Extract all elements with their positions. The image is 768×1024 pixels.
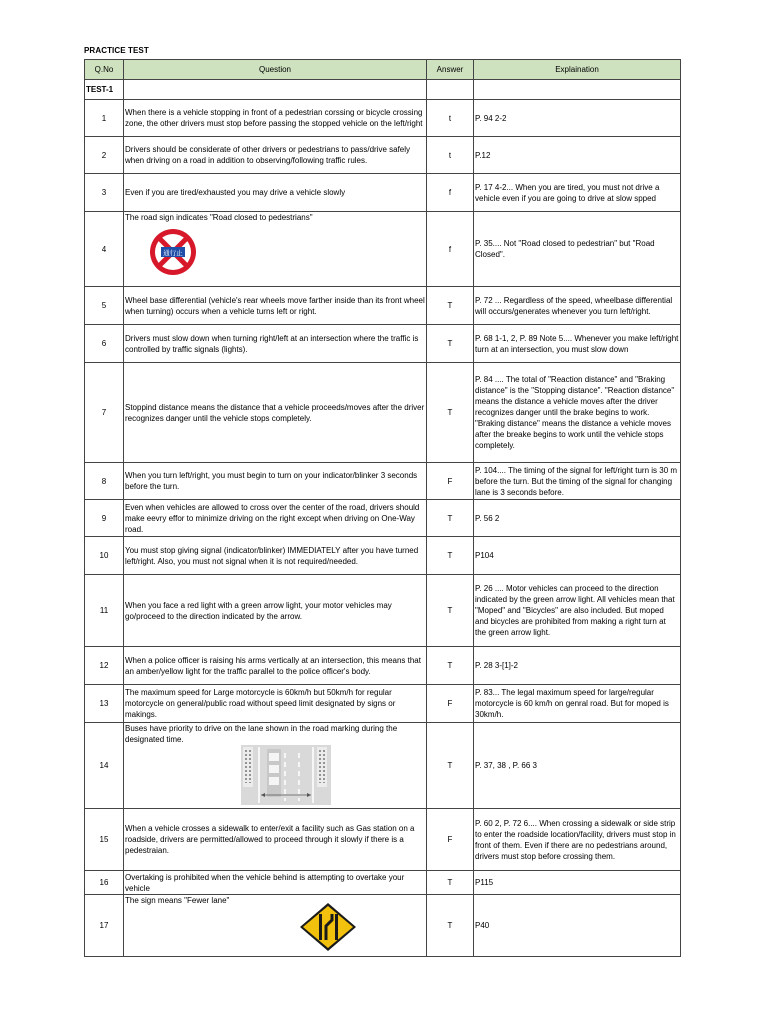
- question-cell: When a police officer is raising his arms vertically at an intersection, this means that an amber/yellow light for the traffic parallel to the police officer's body.: [124, 647, 427, 685]
- header-qno: Q.No: [85, 60, 124, 80]
- header-question: Question: [124, 60, 427, 80]
- answer-cell: F: [427, 463, 474, 500]
- explanation-cell: P. 26 .... Motor vehicles can proceed to the direction indicated by the green arrow light. All vehicles mean that "Moped" and "Bicycles" are also included. But moped and bicycles are prohibited from making a right turn at the green arrow light.: [474, 575, 681, 647]
- explanation-cell: P.12: [474, 137, 681, 174]
- table-row: [85, 212, 681, 287]
- answer-cell: f: [427, 174, 474, 212]
- question-cell: Stoppind distance means the distance that a vehicle proceeds/moves after the driver recognizes danger until the vehicle stops completely.: [124, 363, 427, 463]
- answer-cell: t: [427, 100, 474, 137]
- explanation-cell: P104: [474, 537, 681, 575]
- qno-cell: 8: [85, 463, 124, 500]
- answer-cell: T: [427, 723, 474, 809]
- table-row: [85, 575, 681, 647]
- question-cell: Overtaking is prohibited when the vehicle behind is attempting to overtake your vehicle: [124, 871, 427, 895]
- table-row: [85, 809, 681, 871]
- bus-lane-marking-icon: [241, 745, 331, 805]
- question-text: The road sign indicates "Road closed to pedestrians": [125, 213, 313, 222]
- table-row: [85, 325, 681, 363]
- question-cell: When you face a red light with a green arrow light, your motor vehicles may go/proceed to the direction indicated by the arrow.: [124, 575, 427, 647]
- explanation-cell: P115: [474, 871, 681, 895]
- road-closed-sign-icon: [147, 227, 199, 277]
- qno-cell: 6: [85, 325, 124, 363]
- qno-cell: 11: [85, 575, 124, 647]
- header-answer: Answer: [427, 60, 474, 80]
- practice-test-table: [84, 59, 681, 957]
- answer-cell: F: [427, 685, 474, 723]
- question-cell: [124, 895, 427, 957]
- question-cell: Even if you are tired/exhausted you may drive a vehicle slowly: [124, 174, 427, 212]
- qno-cell: 15: [85, 809, 124, 871]
- question-cell: When there is a vehicle stopping in front of a pedestrian corssing or bicycle crossing zone, the other drivers must stop before passing the stopped vehicle on the left/right: [124, 100, 427, 137]
- explanation-cell: P. 72 ... Regardless of the speed, wheelbase differential will occurs/generates whenever you turn left/right.: [474, 287, 681, 325]
- qno-cell: 9: [85, 500, 124, 537]
- qno-cell: 10: [85, 537, 124, 575]
- question-cell: [124, 212, 427, 287]
- sign-text: 通行止: [163, 249, 183, 257]
- section-empty-cell: [124, 80, 427, 100]
- table-row: [85, 137, 681, 174]
- qno-cell: 13: [85, 685, 124, 723]
- answer-cell: T: [427, 575, 474, 647]
- explanation-cell: P. 37, 38 , P. 66 3: [474, 723, 681, 809]
- qno-cell: 2: [85, 137, 124, 174]
- answer-cell: T: [427, 287, 474, 325]
- answer-cell: T: [427, 500, 474, 537]
- question-cell: Drivers must slow down when turning right/left at an intersection where the traffic is controlled by traffic signals (lights).: [124, 325, 427, 363]
- document-title: PRACTICE TEST: [84, 46, 149, 55]
- section-row: [85, 80, 681, 100]
- answer-cell: T: [427, 363, 474, 463]
- fewer-lanes-sign-icon: [299, 902, 357, 952]
- answer-cell: t: [427, 137, 474, 174]
- question-cell: Even when vehicles are allowed to cross over the center of the road, drivers should make eevry effor to minimize driving on the right except when driving on One-Way road.: [124, 500, 427, 537]
- table-row: [85, 100, 681, 137]
- table-row: [85, 174, 681, 212]
- explanation-cell: P. 94 2-2: [474, 100, 681, 137]
- explanation-cell: P. 60 2, P. 72 6.... When crossing a sidewalk or side strip to enter the roadside location/facility, drivers must stop in front of them. Even if there are no pedestrians around, drivers must stop before crossing them.: [474, 809, 681, 871]
- table-row: [85, 463, 681, 500]
- explanation-cell: P. 28 3-[1]-2: [474, 647, 681, 685]
- qno-cell: 12: [85, 647, 124, 685]
- table-header-row: [85, 60, 681, 80]
- question-cell: [124, 723, 427, 809]
- question-cell: The maximum speed for Large motorcycle is 60km/h but 50km/h for regular motorcycle on general/public road without speed limit designated by signs or makings.: [124, 685, 427, 723]
- question-text: The sign means "Fewer lane": [125, 896, 230, 905]
- table-row: [85, 871, 681, 895]
- header-explanation: Explaination: [474, 60, 681, 80]
- qno-cell: 3: [85, 174, 124, 212]
- answer-cell: T: [427, 871, 474, 895]
- explanation-cell: P. 35.... Not "Road closed to pedestrian" but "Road Closed".: [474, 212, 681, 287]
- answer-cell: f: [427, 212, 474, 287]
- question-cell: Drivers should be considerate of other drivers or pedestrians to pass/drive safely when driving on a road in addition to observing/following traffic rules.: [124, 137, 427, 174]
- question-cell: Wheel base differential (vehicle's rear wheels move farther inside than its front wheel when turning) occurs when a vehicle turns left or right.: [124, 287, 427, 325]
- answer-cell: T: [427, 537, 474, 575]
- table-row: [85, 685, 681, 723]
- answer-cell: T: [427, 647, 474, 685]
- table-row: [85, 723, 681, 809]
- qno-cell: 1: [85, 100, 124, 137]
- qno-cell: 7: [85, 363, 124, 463]
- explanation-cell: P. 84 .... The total of "Reaction distance" and "Braking distance" is the "Stopping distance". "Reaction distance" means the distance a vehicle moves after the driver recognizes danger until the brake begins to work. "Braking distance" means the distance a vehicle moves after the breake begins to work until the vehicle stops completely.: [474, 363, 681, 463]
- table-row: [85, 287, 681, 325]
- question-cell: When you turn left/right, you must begin to turn on your indicator/blinker 3 seconds before the turn.: [124, 463, 427, 500]
- answer-cell: T: [427, 895, 474, 957]
- qno-cell: 14: [85, 723, 124, 809]
- table-row: [85, 895, 681, 957]
- table-row: [85, 647, 681, 685]
- question-text: Buses have priority to drive on the lane shown in the road marking during the designated time.: [125, 724, 398, 744]
- table-row: [85, 500, 681, 537]
- answer-cell: F: [427, 809, 474, 871]
- explanation-cell: P. 68 1-1, 2, P. 89 Note 5.... Whenever you make left/right turn at an intersection, you must slow down: [474, 325, 681, 363]
- qno-cell: 4: [85, 212, 124, 287]
- explanation-cell: P. 56 2: [474, 500, 681, 537]
- section-label: TEST-1: [85, 80, 124, 100]
- explanation-cell: P. 17 4-2... When you are tired, you must not drive a vehicle even if you are going to drive at slow spped: [474, 174, 681, 212]
- qno-cell: 5: [85, 287, 124, 325]
- qno-cell: 17: [85, 895, 124, 957]
- qno-cell: 16: [85, 871, 124, 895]
- table-row: [85, 363, 681, 463]
- explanation-cell: P. 104.... The timing of the signal for left/right turn is 30 m before the turn. But the timing of the signal for changing lane is 3 seconds before.: [474, 463, 681, 500]
- explanation-cell: P. 83... The legal maximum speed for large/regular motorcycle is 60 km/h on genral road. But for moped is 30km/h.: [474, 685, 681, 723]
- section-empty-cell: [474, 80, 681, 100]
- question-cell: When a vehicle crosses a sidewalk to enter/exit a facility such as Gas station on a roadside, drivers are permitted/allowed to proceed through it slowly if there is a pedestraian.: [124, 809, 427, 871]
- question-cell: You must stop giving signal (indicator/blinker) IMMEDIATELY after you have turned left/right. Also, you must not signal when it is not required/needed.: [124, 537, 427, 575]
- answer-cell: T: [427, 325, 474, 363]
- section-empty-cell: [427, 80, 474, 100]
- explanation-cell: P40: [474, 895, 681, 957]
- table-row: [85, 537, 681, 575]
